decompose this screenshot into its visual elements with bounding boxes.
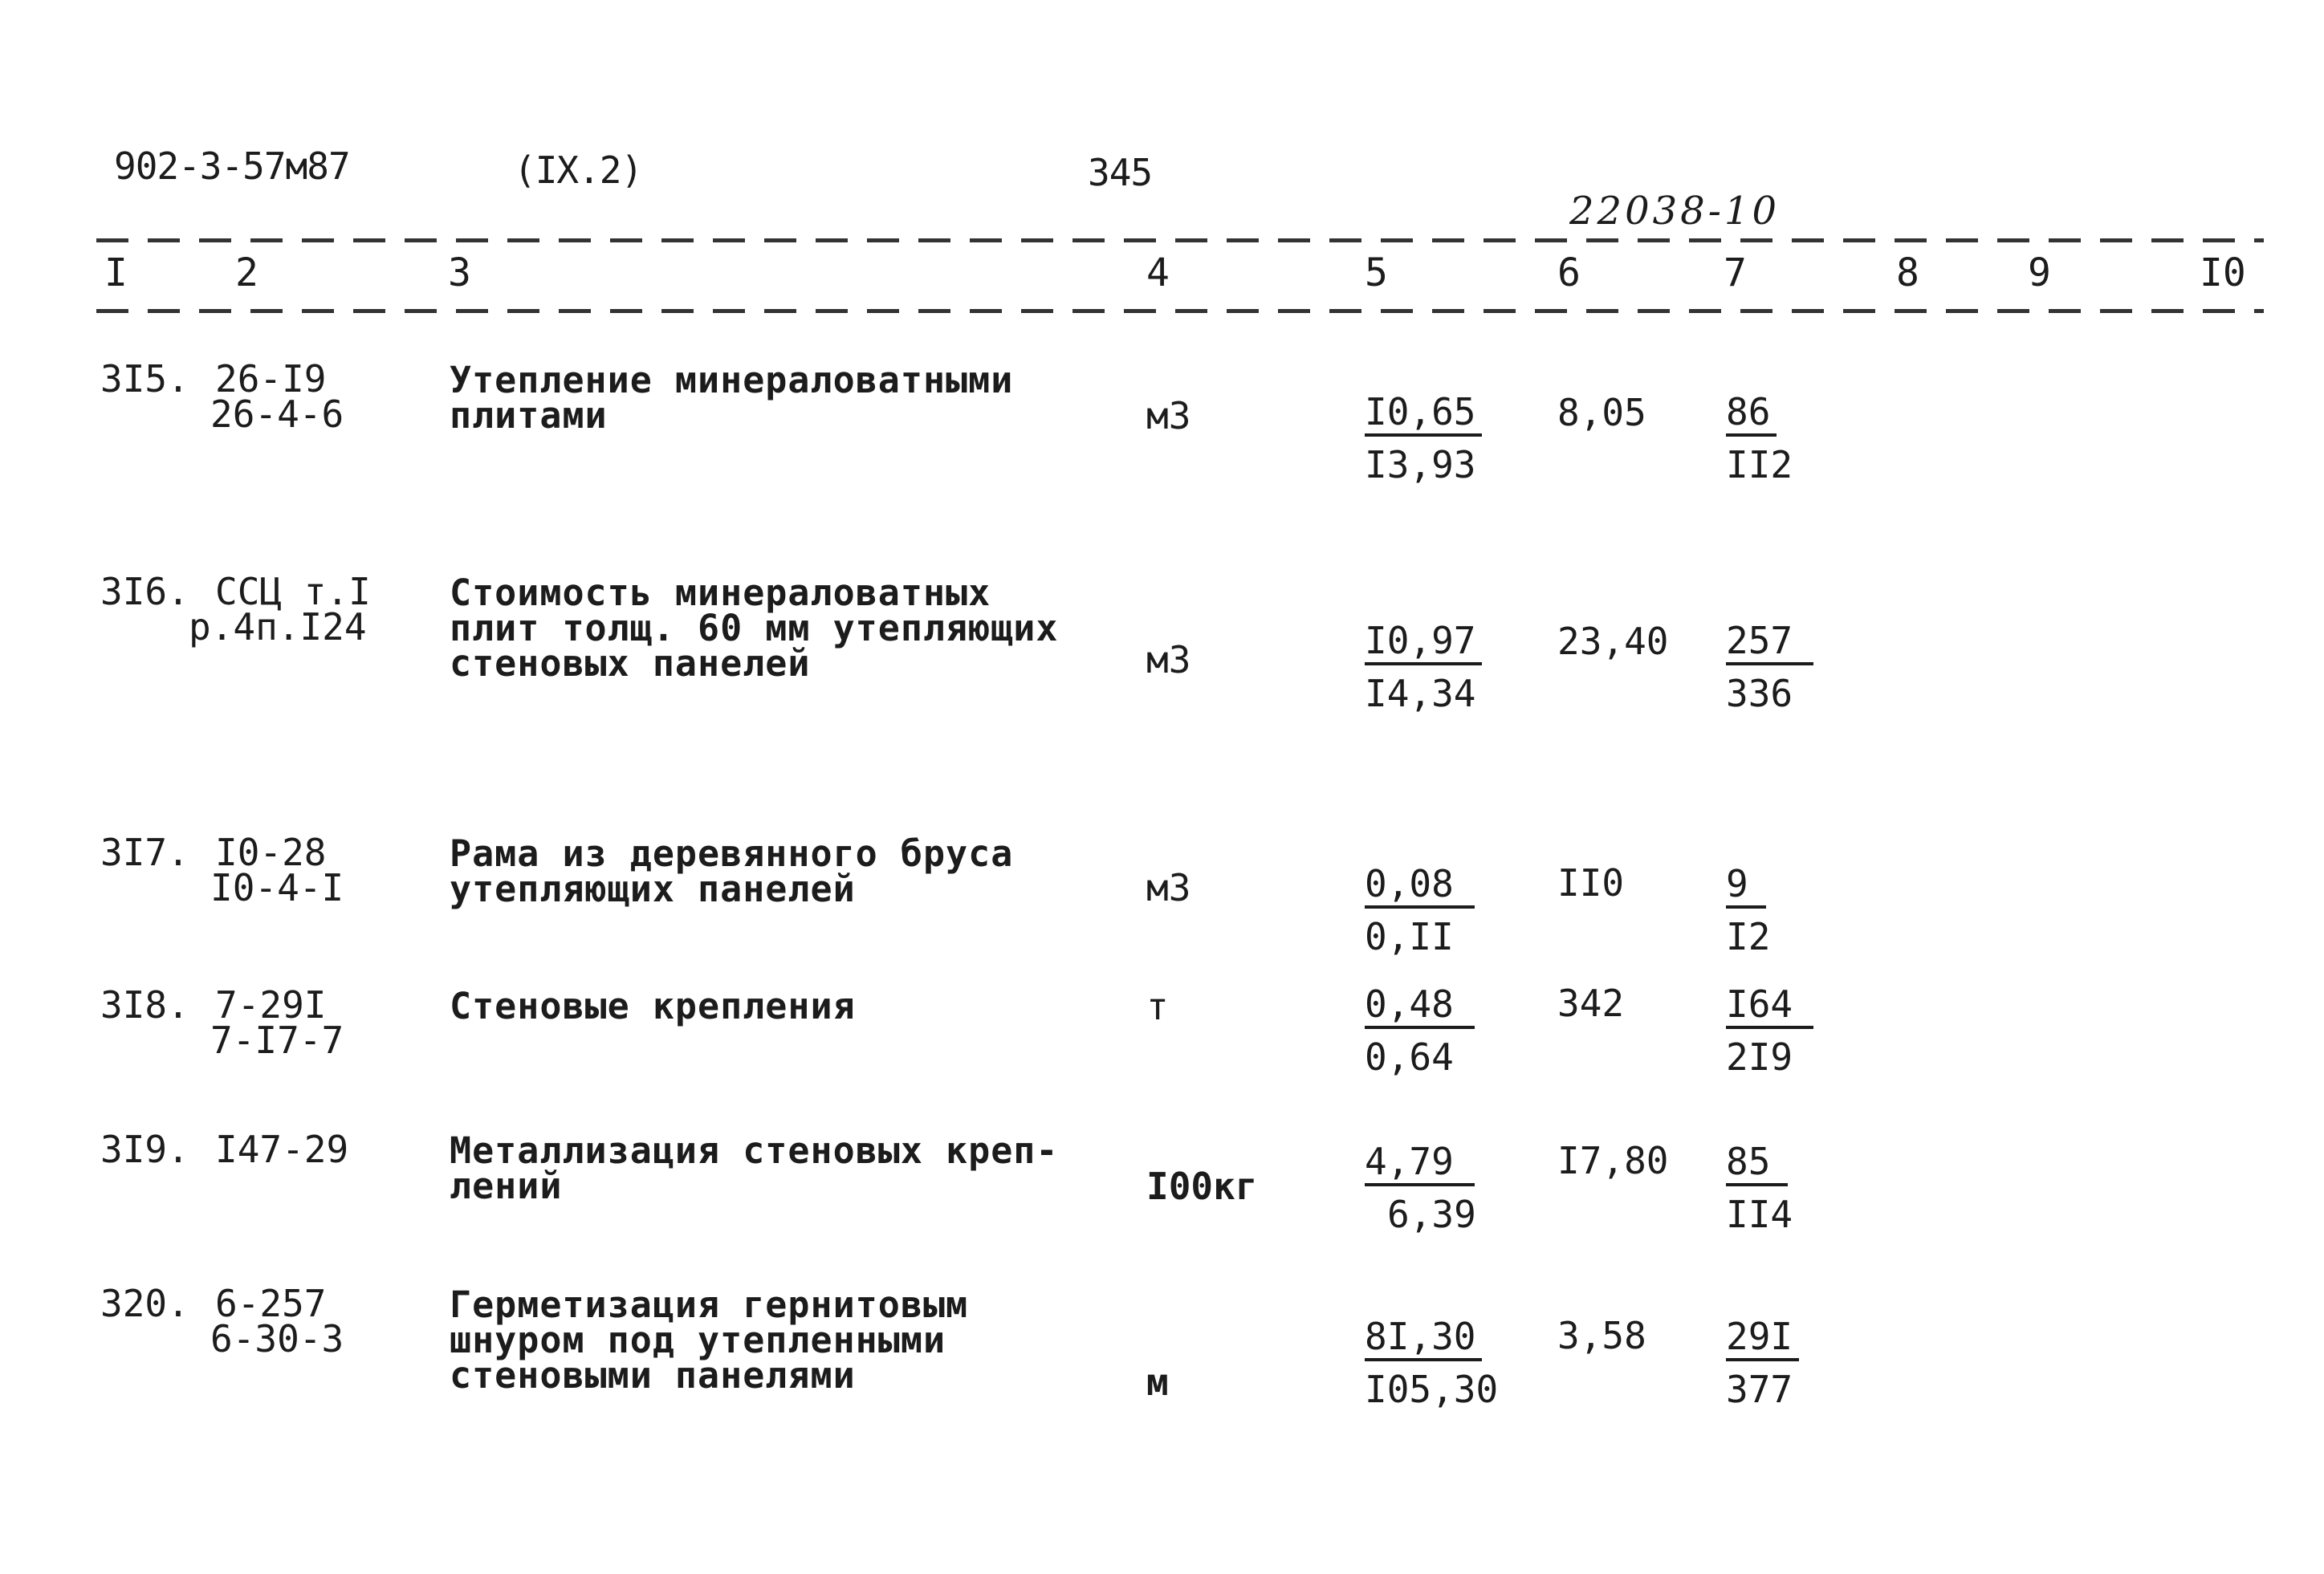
row-col7-bottom: 336 [1726, 672, 1793, 715]
row-col5-top: 4,79 [1365, 1143, 1475, 1186]
row-col7-fraction [1726, 862, 1771, 958]
row-description-line: Утепление минераловатными [450, 359, 1014, 401]
column-header-10: I0 [2200, 250, 2246, 295]
column-header-1: I [104, 250, 128, 295]
row-description-line: Стоимость минераловатных [450, 571, 991, 614]
row-col5-fraction [1365, 390, 1482, 486]
row-description-line: Стеновые крепления [450, 985, 856, 1027]
row-col5-fraction [1365, 1315, 1499, 1411]
row-col6: 3,58 [1557, 1314, 1646, 1357]
row-unit: м3 [1146, 394, 1191, 437]
row-col5-bottom: 0,64 [1365, 1035, 1454, 1079]
row-col5-fraction [1365, 1140, 1476, 1236]
row-number: 3I9. [100, 1128, 189, 1171]
row-code-line: р.4п.I24 [189, 605, 367, 649]
column-header-4: 4 [1146, 250, 1170, 295]
row-col5-top: 0,08 [1365, 865, 1475, 909]
row-number: 3I5. [100, 357, 189, 401]
row-col7-fraction [1726, 390, 1793, 486]
row-description-line: лений [450, 1165, 563, 1207]
row-col7-bottom: I2 [1726, 915, 1771, 958]
row-unit: м [1146, 1360, 1169, 1404]
row-col7-bottom: 377 [1726, 1368, 1793, 1411]
row-number: 3I6. [100, 570, 189, 613]
row-col7-top: I64 [1726, 986, 1813, 1029]
row-code-line: 6-257 [215, 1282, 327, 1325]
row-description-line: плит толщ. 60 мм утепляющих [450, 607, 1059, 649]
row-col6: 23,40 [1557, 620, 1669, 663]
row-col6: 8,05 [1557, 391, 1646, 434]
row-col5-top: 0,48 [1365, 986, 1475, 1029]
row-col7-top: 85 [1726, 1143, 1788, 1186]
row-description-line: утепляющих панелей [450, 868, 856, 910]
row-col7-fraction [1726, 1315, 1799, 1411]
row-col7-fraction [1726, 982, 1813, 1079]
row-description-line: плитами [450, 394, 608, 437]
row-code-line: 26-4-6 [210, 392, 344, 436]
row-unit: т [1146, 985, 1169, 1028]
row-col7-fraction [1726, 619, 1813, 715]
row-col5-fraction [1365, 862, 1475, 958]
row-code-line: 7-29I [215, 983, 327, 1027]
row-unit: м3 [1146, 638, 1191, 681]
archive-stamp-number: 22038-10 [1569, 189, 1780, 234]
row-col5-top: I0,65 [1365, 393, 1482, 437]
column-header-6: 6 [1557, 250, 1581, 295]
row-col7-bottom: II2 [1726, 443, 1793, 486]
column-header-7: 7 [1724, 250, 1747, 295]
row-col5-bottom: I05,30 [1365, 1368, 1499, 1411]
row-col5-bottom: 0,II [1365, 915, 1454, 958]
row-col5-top: 8I,30 [1365, 1318, 1482, 1361]
row-col6: 342 [1557, 982, 1625, 1025]
row-code-line: 26-I9 [215, 357, 327, 401]
row-col5-bottom: I4,34 [1365, 672, 1476, 715]
column-header-8: 8 [1896, 250, 1919, 295]
column-header-9: 9 [2028, 250, 2051, 295]
row-col7-bottom: 2I9 [1726, 1035, 1793, 1079]
row-unit: м3 [1146, 866, 1191, 909]
row-col5-fraction [1365, 619, 1482, 715]
row-col6: I7,80 [1557, 1139, 1669, 1182]
row-col7-top: 257 [1726, 622, 1813, 665]
row-description-line: стеновыми панелями [450, 1354, 856, 1397]
row-code-line: ССЦ т.I [215, 570, 371, 613]
column-header-5: 5 [1365, 250, 1388, 295]
row-description-line: Металлизация стеновых креп- [450, 1129, 1059, 1172]
row-col7-bottom: II4 [1726, 1193, 1793, 1236]
header-rule-bottom [96, 309, 2264, 313]
row-code-line: I47-29 [215, 1128, 349, 1171]
row-col7-top: 29I [1726, 1318, 1799, 1361]
column-header-2: 2 [235, 250, 258, 295]
row-col7-top: 86 [1726, 393, 1777, 437]
row-description-line: Рама из деревянного бруса [450, 832, 1014, 875]
row-col7-top: 9 [1726, 865, 1766, 909]
row-col6: II0 [1557, 861, 1625, 905]
row-number: 3I8. [100, 983, 189, 1027]
row-number: 3I7. [100, 831, 189, 874]
page-number: 345 [1088, 151, 1153, 194]
section-ref: (IX.2) [514, 148, 643, 192]
row-col7-fraction [1726, 1140, 1793, 1236]
row-col5-fraction [1365, 982, 1475, 1079]
document-code: 902-3-57м87 [114, 144, 350, 188]
row-code-line: 6-30-3 [210, 1317, 344, 1360]
column-header-3: 3 [448, 250, 471, 295]
row-description-line: шнуром под утепленными [450, 1319, 946, 1361]
row-description-line: Герметизация гернитовым [450, 1283, 969, 1326]
row-number: 320. [100, 1282, 189, 1325]
row-col5-top: I0,97 [1365, 622, 1482, 665]
row-code-line: 7-I7-7 [210, 1019, 344, 1062]
row-description-line: стеновых панелей [450, 642, 811, 685]
header-rule-top [96, 238, 2264, 242]
row-code-line: I0-28 [215, 831, 327, 874]
row-col5-bottom: I3,93 [1365, 443, 1476, 486]
row-unit: I00кг [1146, 1165, 1258, 1208]
row-code-line: I0-4-I [210, 866, 344, 909]
row-col5-bottom: 6,39 [1387, 1193, 1476, 1236]
